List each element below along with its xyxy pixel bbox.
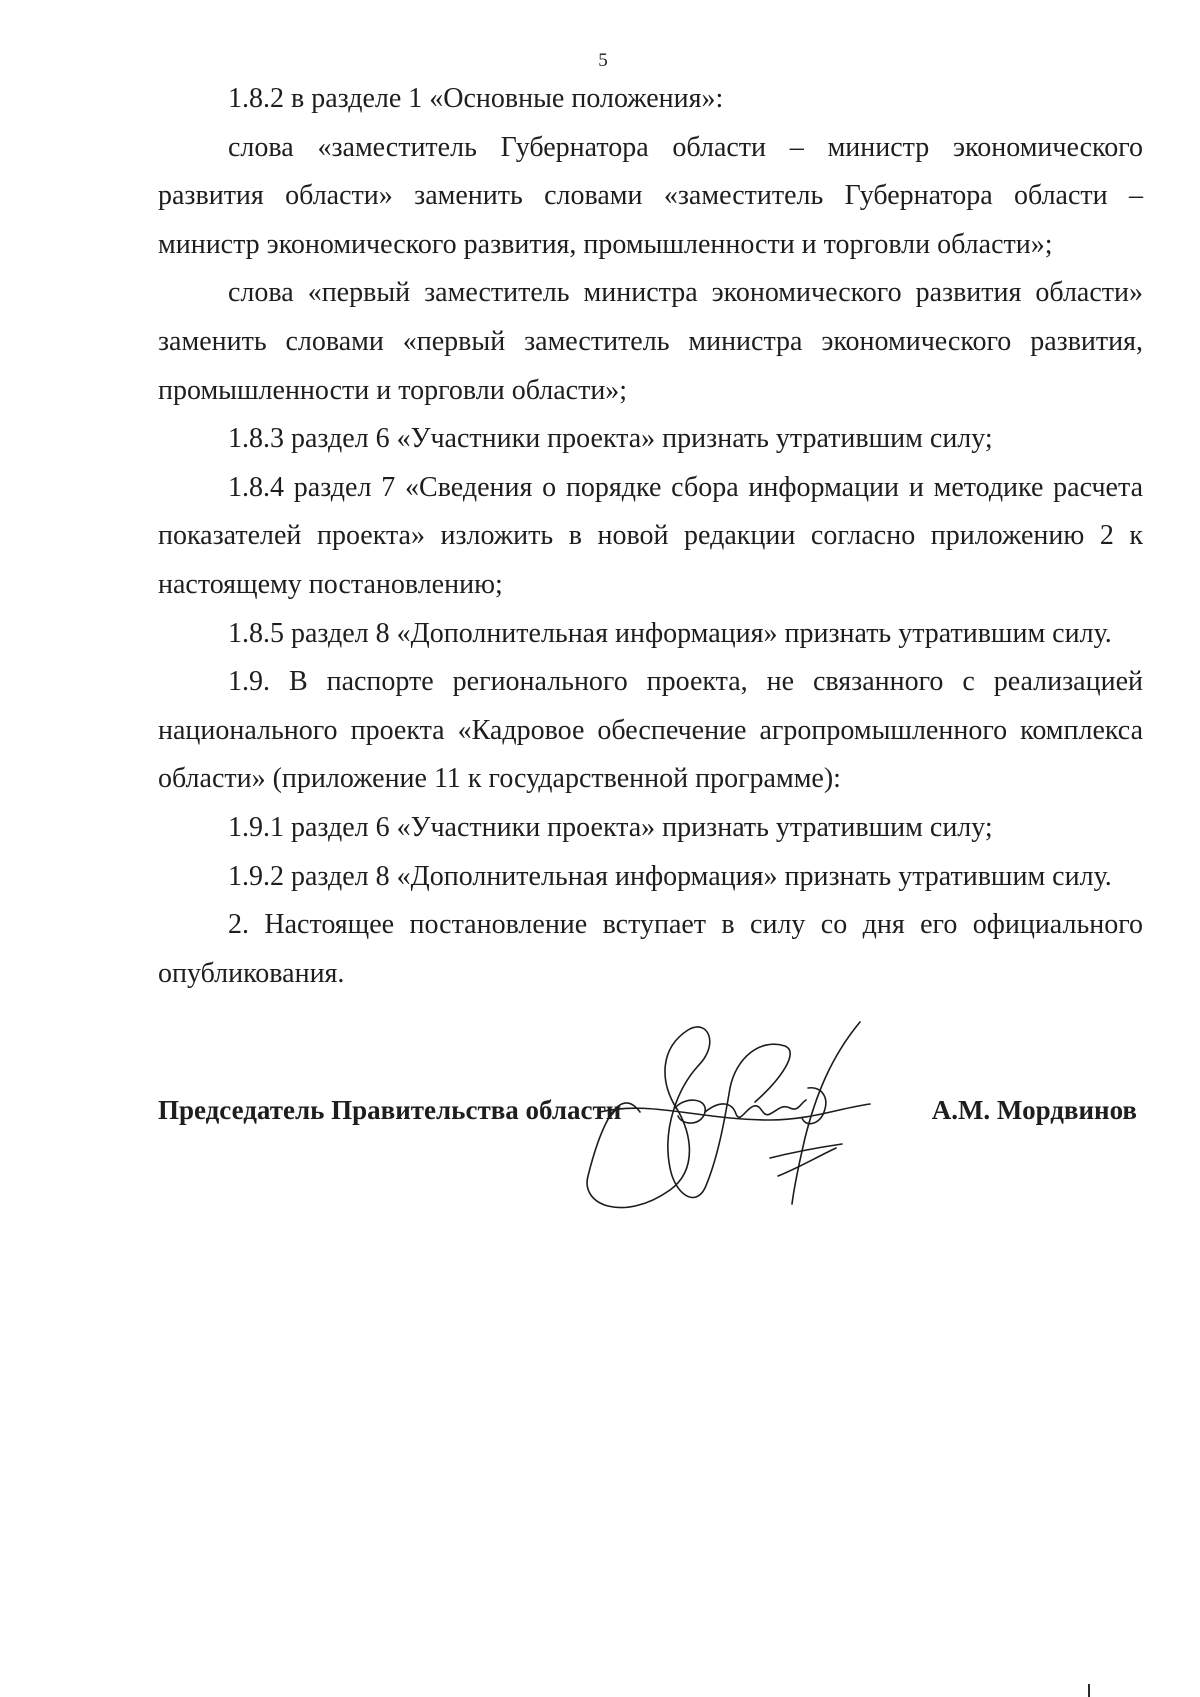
page-number: 5 bbox=[598, 50, 608, 71]
paragraph-1-8-2: 1.8.2 в разделе 1 «Основные положения»: bbox=[228, 83, 724, 114]
paragraph-1-8-5: 1.8.5 раздел 8 «Дополнительная информация» признать утратившим силу. bbox=[228, 617, 1112, 649]
paragraph-1-9: 1.9. В паспорте регионального проекта, не связанного с реализацией национального проекта «Кадровое обеспечение агропромышленного комплекса области» (приложение 11 к государственной программе): bbox=[158, 666, 1143, 795]
edge-mark bbox=[1088, 1684, 1090, 1697]
signatory-title: Председатель Правительства области bbox=[158, 1095, 622, 1125]
paragraph-1-9-2: 1.9.2 раздел 8 «Дополнительная информация» признать утратившим силу. bbox=[228, 860, 1112, 892]
paragraph-1-8-4: 1.8.4 раздел 7 «Сведения о порядке сбора информации и методике расчета показателей проекта» изложить в новой редакции согласно приложению 2 к настоящему постановлению; bbox=[158, 471, 1143, 600]
paragraph-governor-deputy-wording: слова «заместитель Губернатора области – министр экономического развития области» заменить словами «заместитель Губернатора области – министр экономического развития, промышленности и торговли области»; bbox=[158, 131, 1143, 260]
handwritten-signature bbox=[580, 1008, 880, 1218]
paragraph-2-effective-date: 2. Настоящее постановление вступает в силу со дня его официального опубликования. bbox=[158, 909, 1143, 989]
paragraph-1-9-1: 1.9.1 раздел 6 «Участники проекта» признать утратившим силу; bbox=[228, 811, 993, 843]
signatory-name: А.М. Мордвинов bbox=[931, 1095, 1137, 1125]
paragraph-first-deputy-wording: слова «первый заместитель министра экономического развития области» заменить словами «первый заместитель министра экономического развития, промышленности и торговли области»; bbox=[158, 277, 1143, 406]
document-body bbox=[158, 75, 1143, 998]
paragraph-1-8-3: 1.8.3 раздел 6 «Участники проекта» признать утратившим силу; bbox=[228, 423, 993, 455]
